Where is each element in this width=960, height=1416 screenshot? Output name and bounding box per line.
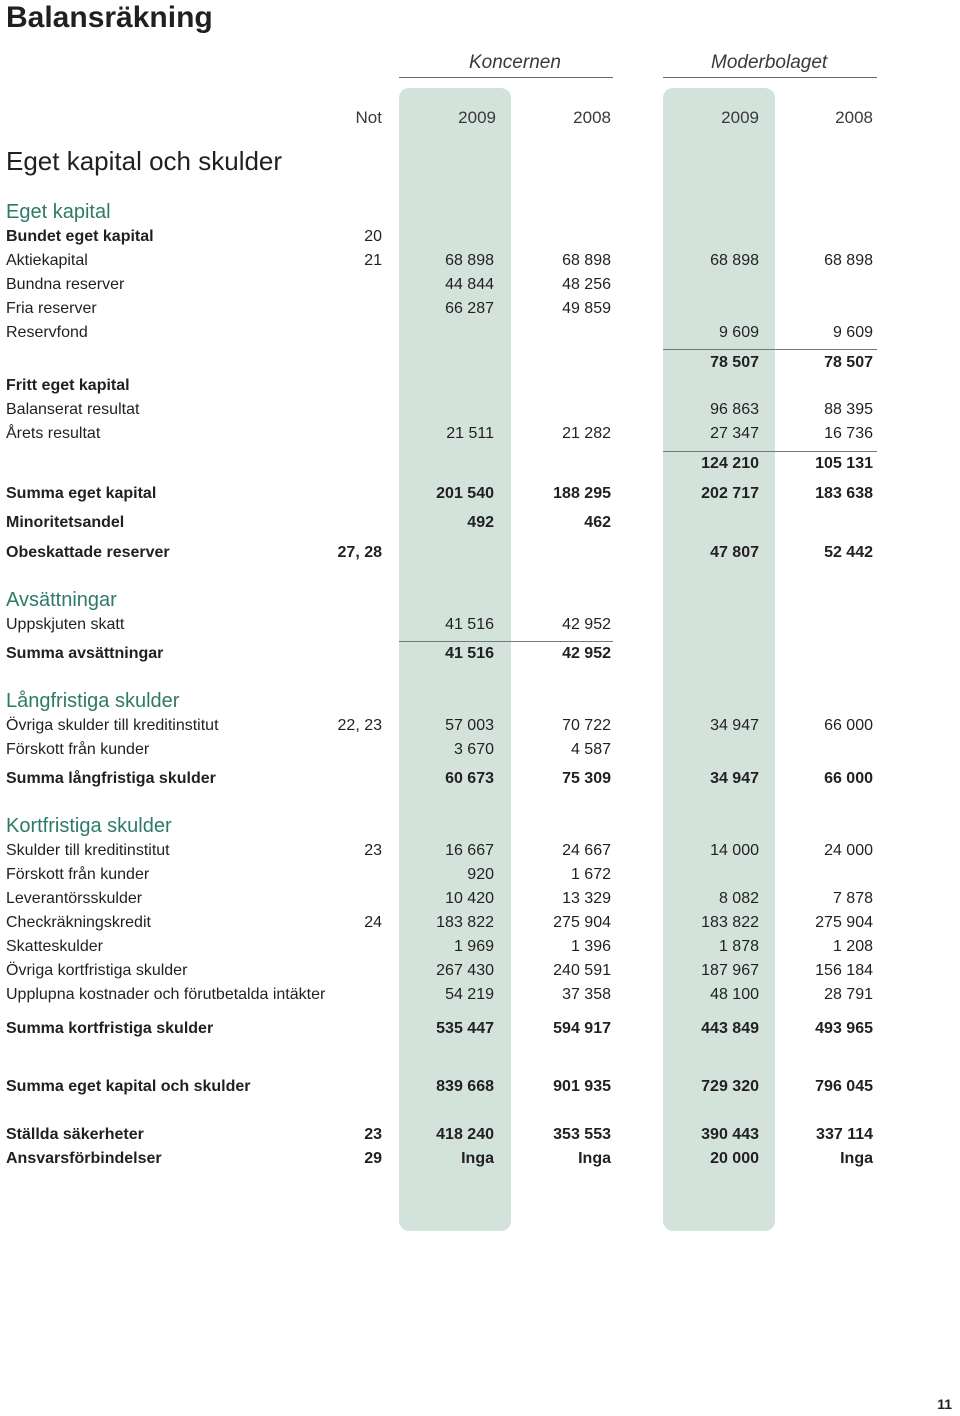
table-row (0, 398, 960, 422)
group-moderbolaget: Moderbolaget (711, 52, 828, 73)
koncernen-2008-cell: 48 256 (562, 276, 611, 293)
koncernen-2008-cell: 901 935 (553, 1078, 611, 1095)
koncernen-2009-cell: 418 240 (436, 1126, 494, 1143)
row-label: Fritt eget kapital (6, 377, 130, 394)
koncernen-2008-cell: 188 295 (553, 485, 611, 502)
koncernen-2009-cell: 16 667 (445, 842, 494, 859)
row-label: Leverantörsskulder (6, 890, 143, 907)
koncernen-2008-cell: 42 952 (562, 645, 611, 662)
table-row (0, 959, 960, 983)
moderbolaget-2009-cell: 96 863 (710, 401, 759, 418)
moderbolaget-2008-cell: 66 000 (824, 717, 873, 734)
moderbolaget-2008-cell: 796 045 (815, 1078, 873, 1095)
koncernen-2008-cell: 49 859 (562, 300, 611, 317)
moderbolaget-2008-cell: 493 965 (815, 1020, 873, 1037)
koncernen-2009-cell: 66 287 (445, 300, 494, 317)
row-label: Summa eget kapital och skulder (6, 1078, 251, 1095)
row-label: Eget kapital (6, 201, 111, 223)
moderbolaget-2008-cell: 275 904 (815, 914, 873, 931)
page-number: 11 (937, 1396, 952, 1412)
moderbolaget-2009-cell: 202 717 (701, 485, 759, 502)
moderbolaget-2008-cell: 28 791 (824, 986, 873, 1003)
table-row (0, 1075, 960, 1099)
table-row (0, 839, 960, 863)
koncernen-2009-cell: 920 (467, 866, 494, 883)
moderbolaget-2009-cell: 14 000 (710, 842, 759, 859)
page-title: Balansräkning (6, 1, 213, 34)
koncernen-2008-cell: 70 722 (562, 717, 611, 734)
koncernen-2008-cell: 275 904 (553, 914, 611, 931)
row-label: Ställda säkerheter (6, 1126, 144, 1143)
table-row (0, 613, 960, 637)
moderbolaget-2009-cell: 8 082 (718, 890, 759, 907)
section-heading-row (0, 200, 960, 224)
moderbolaget-2009-cell: 187 967 (701, 962, 759, 979)
note-cell: 23 (364, 1126, 382, 1143)
koncernen-2008-cell: 21 282 (562, 425, 611, 442)
koncernen-2009-cell: 21 511 (446, 425, 494, 442)
koncernen-2009-cell: 267 430 (436, 962, 494, 979)
table-row (0, 482, 960, 506)
moderbolaget-2009-cell: 27 347 (710, 425, 759, 442)
table-row (0, 511, 960, 535)
row-label: Avsättningar (6, 589, 117, 611)
column-header-moderbolaget-2009: 2009 (721, 108, 759, 127)
row-label: Uppskjuten skatt (6, 616, 125, 633)
koncernen-2009-cell: 41 516 (445, 645, 494, 662)
moderbolaget-2008-cell: 68 898 (824, 252, 873, 269)
table-row (0, 321, 960, 345)
row-label: Summa kortfristiga skulder (6, 1020, 214, 1037)
row-label: Summa långfristiga skulder (6, 770, 216, 787)
table-row (0, 1123, 960, 1147)
moderbolaget-2008-cell: 1 208 (832, 938, 873, 955)
moderbolaget-2008-cell: 52 442 (824, 544, 873, 561)
column-header-moderbolaget-2008: 2008 (835, 108, 873, 127)
table-row (0, 863, 960, 887)
subtotal-rule (399, 641, 613, 642)
koncernen-2009-cell: 68 898 (445, 252, 494, 269)
row-label: Checkräkningskredit (6, 914, 151, 931)
table-row (0, 983, 960, 1007)
table-row (0, 1017, 960, 1041)
table-row (0, 225, 960, 249)
koncernen-2009-cell: 201 540 (436, 485, 494, 502)
table-row (0, 541, 960, 565)
moderbolaget-2009-cell: 443 849 (701, 1020, 759, 1037)
row-label: Fria reserver (6, 300, 97, 317)
moderbolaget-2008-cell: 183 638 (815, 485, 873, 502)
moderbolaget-2009-cell: 390 443 (701, 1126, 759, 1143)
moderbolaget-2009-cell: 20 000 (710, 1150, 759, 1167)
row-label: Aktiekapital (6, 252, 88, 269)
moderbolaget-2008-cell: 78 507 (824, 354, 873, 371)
note-cell: 20 (364, 228, 382, 245)
table-row (0, 714, 960, 738)
row-label: Balanserat resultat (6, 401, 140, 418)
koncernen-2009-cell: Inga (461, 1150, 494, 1167)
moderbolaget-2008-cell: Inga (840, 1150, 873, 1167)
row-label: Årets resultat (6, 425, 101, 442)
moderbolaget-2009-cell: 1 878 (718, 938, 759, 955)
row-label: Skatteskulder (6, 938, 103, 955)
moderbolaget-2009-cell: 68 898 (710, 252, 759, 269)
table-row (0, 452, 960, 476)
section-heading-row (0, 814, 960, 838)
section-heading-row (0, 689, 960, 713)
row-label: Övriga kortfristiga skulder (6, 962, 188, 979)
moderbolaget-2008-cell: 88 395 (824, 401, 873, 418)
koncernen-2008-cell: 13 329 (562, 890, 611, 907)
column-header-koncernen-2009: 2009 (458, 108, 496, 127)
koncernen-2009-cell: 492 (467, 514, 494, 531)
note-cell: 23 (364, 842, 382, 859)
row-label: Upplupna kostnader och förutbetalda intäkter (6, 986, 326, 1003)
subtotal-rule (663, 451, 877, 452)
note-cell: 24 (364, 914, 382, 931)
table-row (0, 273, 960, 297)
koncernen-2008-cell: 68 898 (562, 252, 611, 269)
moderbolaget-2008-cell: 24 000 (824, 842, 873, 859)
koncernen-2008-cell: 240 591 (553, 962, 611, 979)
note-cell: 21 (364, 252, 382, 269)
koncernen-2008-cell: 594 917 (553, 1020, 611, 1037)
table-row (0, 422, 960, 446)
moderbolaget-2009-cell: 729 320 (701, 1078, 759, 1095)
koncernen-2008-cell: 75 309 (562, 770, 611, 787)
moderbolaget-2009-cell: 34 947 (710, 770, 759, 787)
table-row (0, 911, 960, 935)
note-cell: 29 (364, 1150, 382, 1167)
row-label: Obeskattade reserver (6, 544, 170, 561)
table-row (0, 935, 960, 959)
moderbolaget-2009-cell: 183 822 (701, 914, 759, 931)
koncernen-2008-cell: 24 667 (562, 842, 611, 859)
moderbolaget-rule (663, 77, 877, 78)
koncernen-2009-cell: 183 822 (436, 914, 494, 931)
koncernen-2009-cell: 44 844 (445, 276, 494, 293)
moderbolaget-2008-cell: 66 000 (824, 770, 873, 787)
row-label: Reservfond (6, 324, 88, 341)
koncernen-rule (399, 77, 613, 78)
koncernen-2009-cell: 10 420 (445, 890, 494, 907)
koncernen-2009-cell: 535 447 (436, 1020, 494, 1037)
koncernen-2008-cell: 37 358 (562, 986, 611, 1003)
koncernen-2008-cell: 42 952 (562, 616, 611, 633)
row-label: Övriga skulder till kreditinstitut (6, 717, 219, 734)
koncernen-2009-cell: 3 670 (453, 741, 494, 758)
note-cell: 27, 28 (337, 544, 382, 561)
koncernen-2009-cell: 60 673 (445, 770, 494, 787)
koncernen-2009-cell: 54 219 (445, 986, 494, 1003)
row-label: Ansvarsförbindelser (6, 1150, 162, 1167)
moderbolaget-2008-cell: 16 736 (824, 425, 873, 442)
section-heading-row (0, 588, 960, 612)
moderbolaget-2009-cell: 78 507 (710, 354, 759, 371)
table-row (0, 1147, 960, 1171)
column-header-not: Not (355, 108, 382, 127)
table-row (0, 297, 960, 321)
section-title: Eget kapital och skulder (6, 146, 283, 176)
table-row (0, 887, 960, 911)
row-label: Summa avsättningar (6, 645, 164, 662)
moderbolaget-2009-cell: 48 100 (710, 986, 759, 1003)
koncernen-2008-cell: 353 553 (553, 1126, 611, 1143)
row-label: Bundet eget kapital (6, 228, 154, 245)
moderbolaget-2009-cell: 124 210 (701, 455, 759, 472)
moderbolaget-2008-cell: 105 131 (815, 455, 873, 472)
koncernen-2008-cell: 1 396 (570, 938, 611, 955)
koncernen-2008-cell: 4 587 (570, 741, 611, 758)
row-label: Kortfristiga skulder (6, 815, 172, 837)
table-row (0, 767, 960, 791)
moderbolaget-2009-cell: 9 609 (718, 324, 759, 341)
koncernen-2008-cell: 462 (584, 514, 611, 531)
moderbolaget-2008-cell: 9 609 (832, 324, 873, 341)
note-cell: 22, 23 (337, 717, 382, 734)
row-label: Bundna reserver (6, 276, 125, 293)
koncernen-2009-cell: 1 969 (453, 938, 494, 955)
table-row (0, 642, 960, 666)
table-row (0, 374, 960, 398)
moderbolaget-2009-cell: 47 807 (710, 544, 759, 561)
group-koncernen: Koncernen (469, 52, 561, 73)
table-row (0, 351, 960, 375)
row-label: Summa eget kapital (6, 485, 157, 502)
subtotal-rule (663, 349, 877, 350)
moderbolaget-2008-cell: 337 114 (816, 1126, 873, 1143)
row-label: Minoritetsandel (6, 514, 125, 531)
table-row (0, 738, 960, 762)
row-label: Skulder till kreditinstitut (6, 842, 170, 859)
koncernen-2008-cell: 1 672 (570, 866, 611, 883)
row-label: Förskott från kunder (6, 741, 150, 758)
koncernen-2009-cell: 839 668 (436, 1078, 494, 1095)
koncernen-2008-cell: Inga (578, 1150, 611, 1167)
table-row (0, 249, 960, 273)
row-label: Förskott från kunder (6, 866, 150, 883)
moderbolaget-2008-cell: 156 184 (815, 962, 873, 979)
moderbolaget-2008-cell: 7 878 (832, 890, 873, 907)
row-label: Långfristiga skulder (6, 690, 180, 712)
koncernen-2009-cell: 41 516 (445, 616, 494, 633)
column-header-koncernen-2008: 2008 (573, 108, 611, 127)
koncernen-2009-cell: 57 003 (445, 717, 494, 734)
moderbolaget-2009-cell: 34 947 (710, 717, 759, 734)
